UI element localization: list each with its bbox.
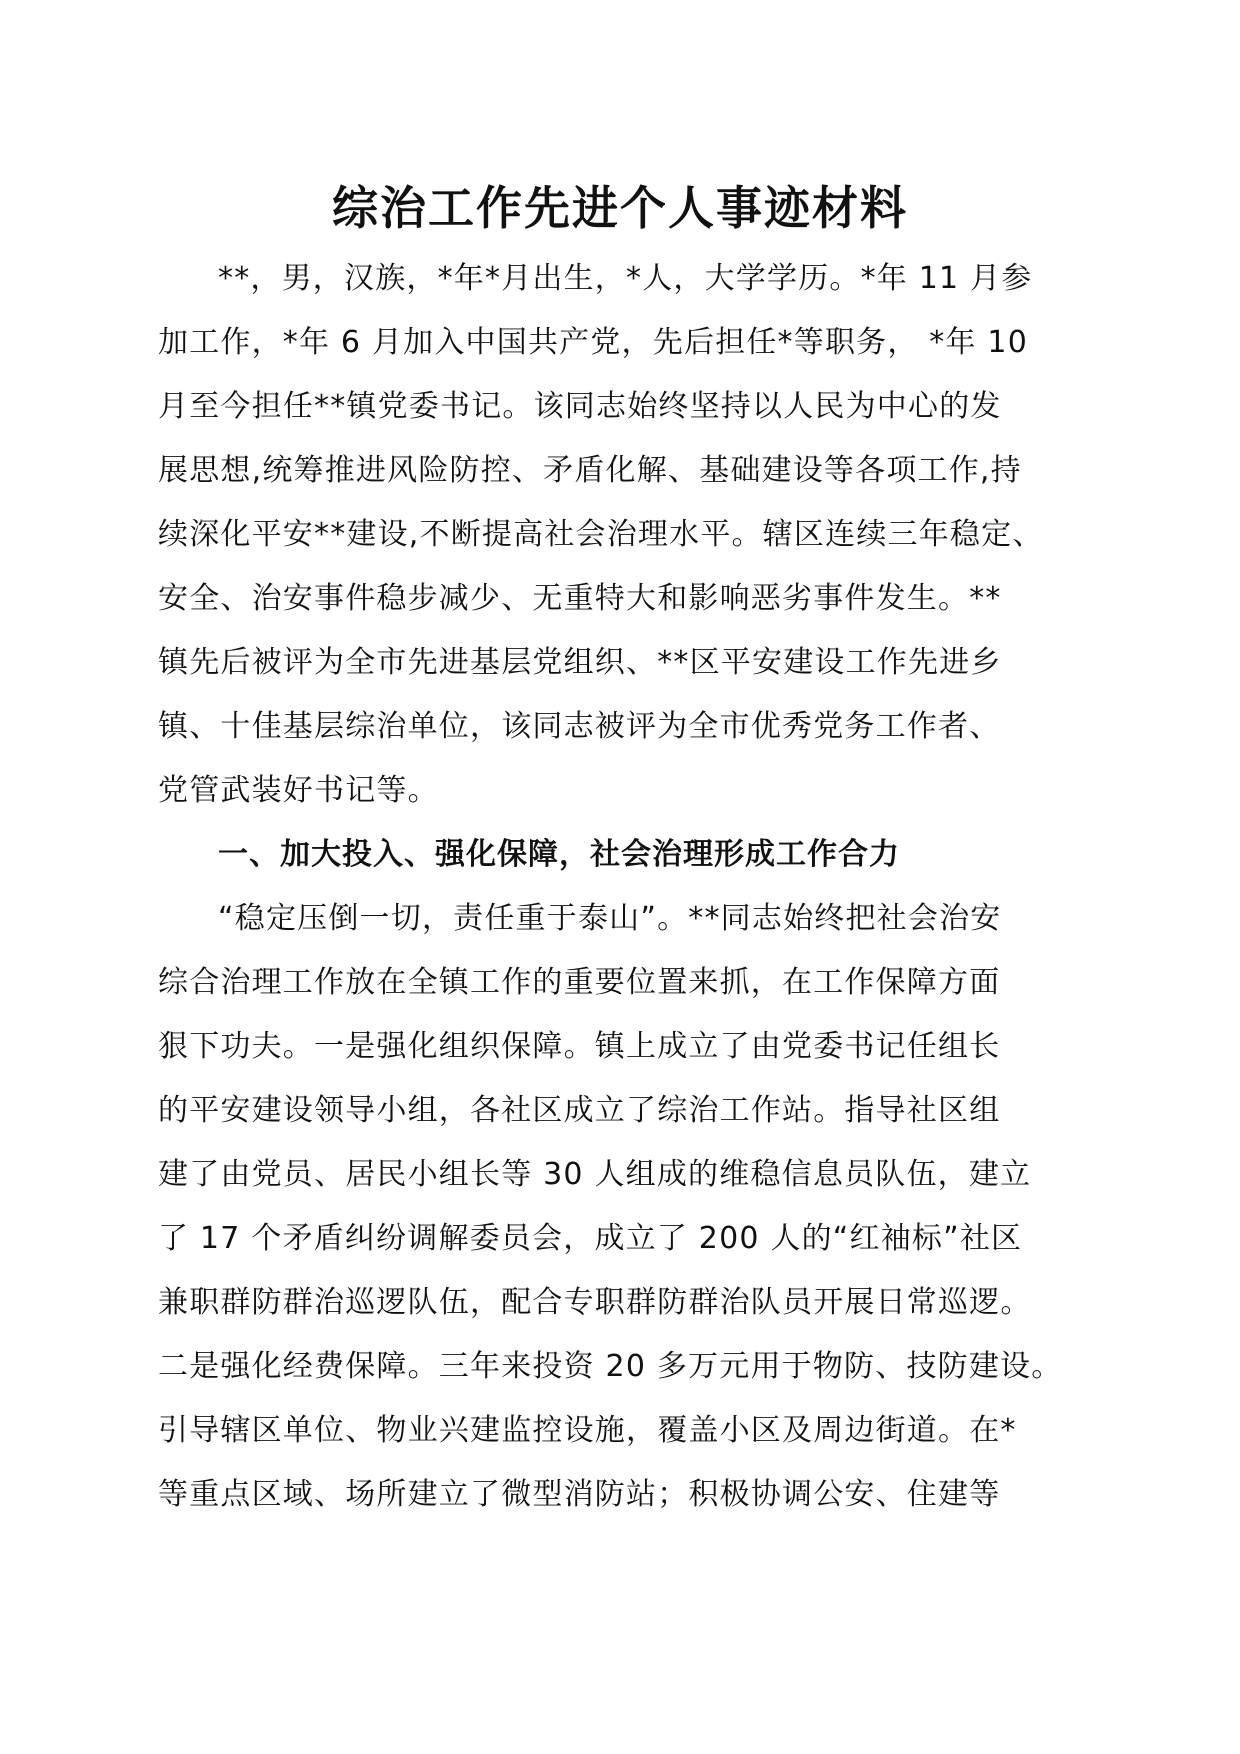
paragraph-line: 的平安建设领导小组，各社区成立了综治工作站。指导社区组: [158, 1093, 1001, 1128]
paragraph-line: 建了由党员、居民小组长等 30 人组成的维稳信息员队伍，建立: [158, 1157, 1032, 1192]
paragraph-line: 展思想,统筹推进风险防控、矛盾化解、基础建设等各项工作,持: [158, 453, 1022, 488]
paragraph-line: 等重点区域、场所建立了微型消防站；积极协调公安、住建等: [158, 1477, 1001, 1512]
paragraph-line: 综合治理工作放在全镇工作的重要位置来抓，在工作保障方面: [158, 965, 1001, 1000]
paragraph-line: 续深化平安**建设,不断提高社会治理水平。辖区连续三年稳定、: [158, 517, 1044, 552]
section-heading: 一、加大投入、强化保障，社会治理形成工作合力: [218, 837, 900, 872]
paragraph-line: 兼职群防群治巡逻队伍，配合专职群防群治队员开展日常巡逻。: [158, 1285, 1032, 1320]
paragraph-line: **，男，汉族，*年*月出生，*人，大学学历。*年 11 月参: [218, 261, 1033, 296]
paragraph-line: 加工作，*年 6 月加入中国共产党，先后担任*等职务， *年 10: [158, 325, 1029, 360]
paragraph-line: 二是强化经费保障。三年来投资 20 多万元用于物防、技防建设。: [158, 1349, 1063, 1384]
paragraph-line: 安全、治安事件稳步减少、无重特大和影响恶劣事件发生。**: [158, 581, 1002, 616]
paragraph-line: 月至今担任**镇党委书记。该同志始终坚持以人民为中心的发: [158, 389, 1002, 424]
paragraph-line: “稳定压倒一切，责任重于泰山”。**同志始终把社会治安: [218, 901, 1002, 936]
paragraph-line: 镇先后被评为全市先进基层党组织、**区平安建设工作先进乡: [158, 645, 1002, 680]
document-title: 综治工作先进个人事迹材料: [332, 181, 908, 235]
paragraph-line: 党管武装好书记等。: [158, 773, 439, 808]
paragraph-line: 了 17 个矛盾纠纷调解委员会，成立了 200 人的“红袖标”社区: [158, 1221, 1023, 1256]
paragraph-line: 狠下功夫。一是强化组织保障。镇上成立了由党委书记任组长: [158, 1029, 1001, 1064]
paragraph-line: 引导辖区单位、物业兴建监控设施，覆盖小区及周边街道。在*: [158, 1413, 1017, 1448]
paragraph-line: 镇、十佳基层综治单位，该同志被评为全市优秀党务工作者、: [158, 709, 1001, 744]
